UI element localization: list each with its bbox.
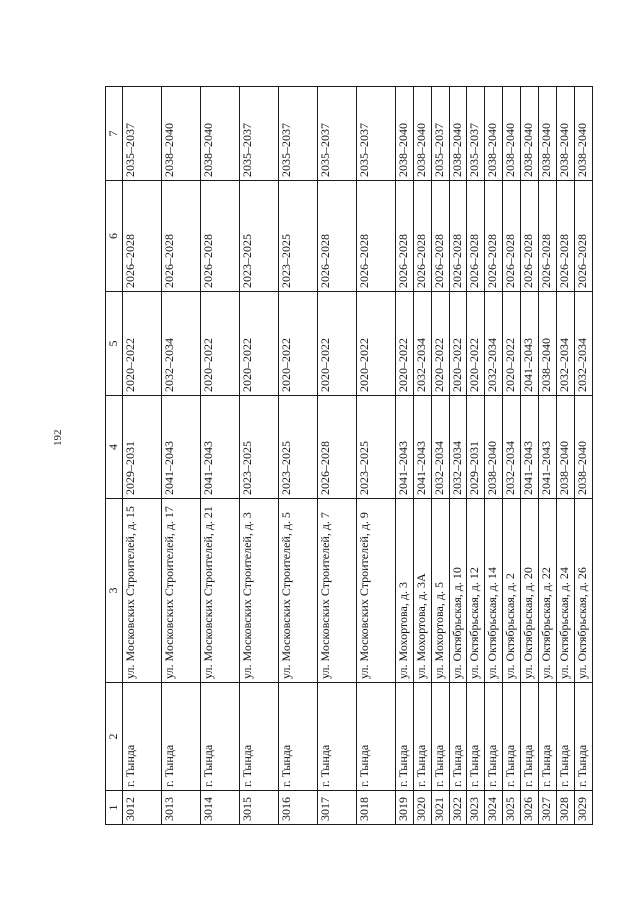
table-row	[317, 87, 356, 825]
table-cell: 2041–2043	[395, 396, 413, 499]
table-row	[521, 87, 539, 825]
table-cell: 2020–2022	[278, 292, 317, 396]
table-cell: 2026–2028	[431, 181, 449, 292]
table-container	[105, 87, 593, 825]
table-cell: 2026–2028	[413, 181, 431, 292]
table-cell: 2035–2037	[317, 87, 356, 181]
table-row	[239, 87, 278, 825]
table-cell: 3014	[200, 791, 239, 825]
table-cell: 3027	[539, 791, 557, 825]
table-cell: 2029–2031	[122, 396, 161, 499]
table-cell: 2020–2022	[239, 292, 278, 396]
table-cell: 3016	[278, 791, 317, 825]
table-cell: г. Тында	[557, 683, 575, 791]
column-header: 1	[106, 791, 123, 825]
table-cell: г. Тында	[122, 683, 161, 791]
table-cell: 2020–2022	[317, 292, 356, 396]
table-cell: г. Тында	[503, 683, 521, 791]
column-header: 4	[106, 396, 123, 499]
table-cell: 2032–2034	[485, 292, 503, 396]
table-cell: г. Тында	[449, 683, 467, 791]
column-header: 5	[106, 292, 123, 396]
table-cell: 2032–2034	[557, 292, 575, 396]
table-cell: 2026–2028	[395, 181, 413, 292]
table-cell: 2032–2034	[575, 292, 593, 396]
table-cell: 2026–2028	[356, 181, 395, 292]
table-cell: 2023–2025	[239, 181, 278, 292]
table-cell: 2035–2037	[467, 87, 485, 181]
table-cell: 2026–2028	[521, 181, 539, 292]
table-cell: ул. Мохортова, д. 3	[395, 499, 413, 683]
table-cell: 2023–2025	[278, 181, 317, 292]
table-cell: ул. Октябрьская, д. 24	[557, 499, 575, 683]
table-cell: 2038–2040	[557, 396, 575, 499]
table-cell: 2035–2037	[356, 87, 395, 181]
table-cell: ул. Октябрьская, д. 14	[485, 499, 503, 683]
table-cell: г. Тында	[356, 683, 395, 791]
table-cell: 2038–2040	[539, 87, 557, 181]
table-cell: ул. Мохортова, д. 3А	[413, 499, 431, 683]
table-cell: 2023–2025	[278, 396, 317, 499]
table-cell: 2038–2040	[539, 292, 557, 396]
table-cell: 2020–2022	[431, 292, 449, 396]
table-row	[557, 87, 575, 825]
table-cell: 2026–2028	[122, 181, 161, 292]
table-cell: 2038–2040	[413, 87, 431, 181]
table-cell: 3013	[161, 791, 200, 825]
table-cell: 2041–2043	[521, 292, 539, 396]
table-cell: 2026–2028	[317, 396, 356, 499]
table-cell: 3022	[449, 791, 467, 825]
table-cell: 2038–2040	[161, 87, 200, 181]
table-cell: г. Тында	[395, 683, 413, 791]
table-cell: 2026–2028	[317, 181, 356, 292]
table-cell: 2020–2022	[449, 292, 467, 396]
table-cell: 2023–2025	[239, 396, 278, 499]
table-cell: 3020	[413, 791, 431, 825]
table-cell: 3024	[485, 791, 503, 825]
table-cell: 3015	[239, 791, 278, 825]
table-cell: 2038–2040	[503, 87, 521, 181]
table-cell: 2038–2040	[485, 87, 503, 181]
table-cell: ул. Октябрьская, д. 10	[449, 499, 467, 683]
page-number: 192	[52, 429, 64, 446]
table-cell: 3019	[395, 791, 413, 825]
table-row	[467, 87, 485, 825]
table-cell: г. Тында	[239, 683, 278, 791]
table-cell: 2032–2034	[161, 292, 200, 396]
table-cell: 2026–2028	[575, 181, 593, 292]
table-cell: 2035–2037	[278, 87, 317, 181]
table-cell: ул. Октябрьская, д. 2	[503, 499, 521, 683]
table-cell: 2035–2037	[122, 87, 161, 181]
table-cell: 2026–2028	[503, 181, 521, 292]
table-cell: 2020–2022	[395, 292, 413, 396]
table-cell: 2035–2037	[431, 87, 449, 181]
table-row	[356, 87, 395, 825]
table-cell: 2041–2043	[200, 396, 239, 499]
table-cell: 2020–2022	[122, 292, 161, 396]
table-row	[503, 87, 521, 825]
table-cell: 2038–2040	[200, 87, 239, 181]
column-header: 2	[106, 683, 123, 791]
table-cell: ул. Октябрьская, д. 20	[521, 499, 539, 683]
table-cell: 2020–2022	[356, 292, 395, 396]
table-row	[200, 87, 239, 825]
table-cell: ул. Мохортова, д. 5	[431, 499, 449, 683]
table-cell: г. Тында	[200, 683, 239, 791]
table-cell: 3021	[431, 791, 449, 825]
table-cell: г. Тында	[485, 683, 503, 791]
table-cell: 2020–2022	[200, 292, 239, 396]
table-cell: ул. Московских Строителей, д. 9	[356, 499, 395, 683]
table-cell: ул. Московских Строителей, д. 21	[200, 499, 239, 683]
table-cell: г. Тында	[278, 683, 317, 791]
table-cell: 2032–2034	[449, 396, 467, 499]
table-cell: 2041–2043	[539, 396, 557, 499]
table-cell: 2026–2028	[557, 181, 575, 292]
table-cell: 2038–2040	[575, 396, 593, 499]
table-cell: 3026	[521, 791, 539, 825]
table-cell: г. Тында	[413, 683, 431, 791]
table-cell: 2026–2028	[539, 181, 557, 292]
table-cell: г. Тында	[431, 683, 449, 791]
table-cell: ул. Октябрьская, д. 26	[575, 499, 593, 683]
table-cell: 2032–2034	[413, 292, 431, 396]
table-cell: ул. Московских Строителей, д. 17	[161, 499, 200, 683]
table-cell: 2038–2040	[521, 87, 539, 181]
table-cell: 2020–2022	[503, 292, 521, 396]
data-table	[105, 86, 593, 825]
table-cell: г. Тында	[161, 683, 200, 791]
table-row	[278, 87, 317, 825]
table-cell: 2038–2040	[575, 87, 593, 181]
table-cell: г. Тында	[539, 683, 557, 791]
table-cell: 2032–2034	[503, 396, 521, 499]
table-cell: 2041–2043	[413, 396, 431, 499]
table-cell: 3025	[503, 791, 521, 825]
table-row	[539, 87, 557, 825]
table-row	[449, 87, 467, 825]
column-header: 3	[106, 499, 123, 683]
table-cell: 2026–2028	[161, 181, 200, 292]
table-cell: 3012	[122, 791, 161, 825]
table-cell: 2032–2034	[431, 396, 449, 499]
table-cell: 3017	[317, 791, 356, 825]
table-cell: 2026–2028	[485, 181, 503, 292]
table-cell: 2026–2028	[200, 181, 239, 292]
table-cell: г. Тында	[521, 683, 539, 791]
table-cell: 2023–2025	[356, 396, 395, 499]
table-cell: 2026–2028	[449, 181, 467, 292]
table-row	[431, 87, 449, 825]
table-header-row	[106, 87, 123, 825]
table-cell: ул. Московских Строителей, д. 5	[278, 499, 317, 683]
table-cell: ул. Октябрьская, д. 22	[539, 499, 557, 683]
table-cell: 2029–2031	[467, 396, 485, 499]
table-cell: 3023	[467, 791, 485, 825]
table-cell: 3029	[575, 791, 593, 825]
table-cell: 2038–2040	[449, 87, 467, 181]
table-cell: 2035–2037	[239, 87, 278, 181]
table-cell: ул. Московских Строителей, д. 3	[239, 499, 278, 683]
table-cell: г. Тында	[575, 683, 593, 791]
table-row	[395, 87, 413, 825]
table-cell: ул. Октябрьская, д. 12	[467, 499, 485, 683]
table-cell: 2038–2040	[557, 87, 575, 181]
table-cell: 3018	[356, 791, 395, 825]
table-cell: 2038–2040	[395, 87, 413, 181]
column-header: 6	[106, 181, 123, 292]
column-header: 7	[106, 87, 123, 181]
table-cell: г. Тында	[467, 683, 485, 791]
table-row	[161, 87, 200, 825]
table-row	[575, 87, 593, 825]
table-cell: 2026–2028	[467, 181, 485, 292]
table-cell: 2041–2043	[161, 396, 200, 499]
table-cell: 2020–2022	[467, 292, 485, 396]
table-cell: 2038–2040	[485, 396, 503, 499]
table-cell: ул. Московских Строителей, д. 15	[122, 499, 161, 683]
table-row	[413, 87, 431, 825]
table-cell: 2041–2043	[521, 396, 539, 499]
table-cell: г. Тында	[317, 683, 356, 791]
table-cell: 3028	[557, 791, 575, 825]
table-cell: ул. Московских Строителей, д. 7	[317, 499, 356, 683]
table-row	[122, 87, 161, 825]
table-row	[485, 87, 503, 825]
